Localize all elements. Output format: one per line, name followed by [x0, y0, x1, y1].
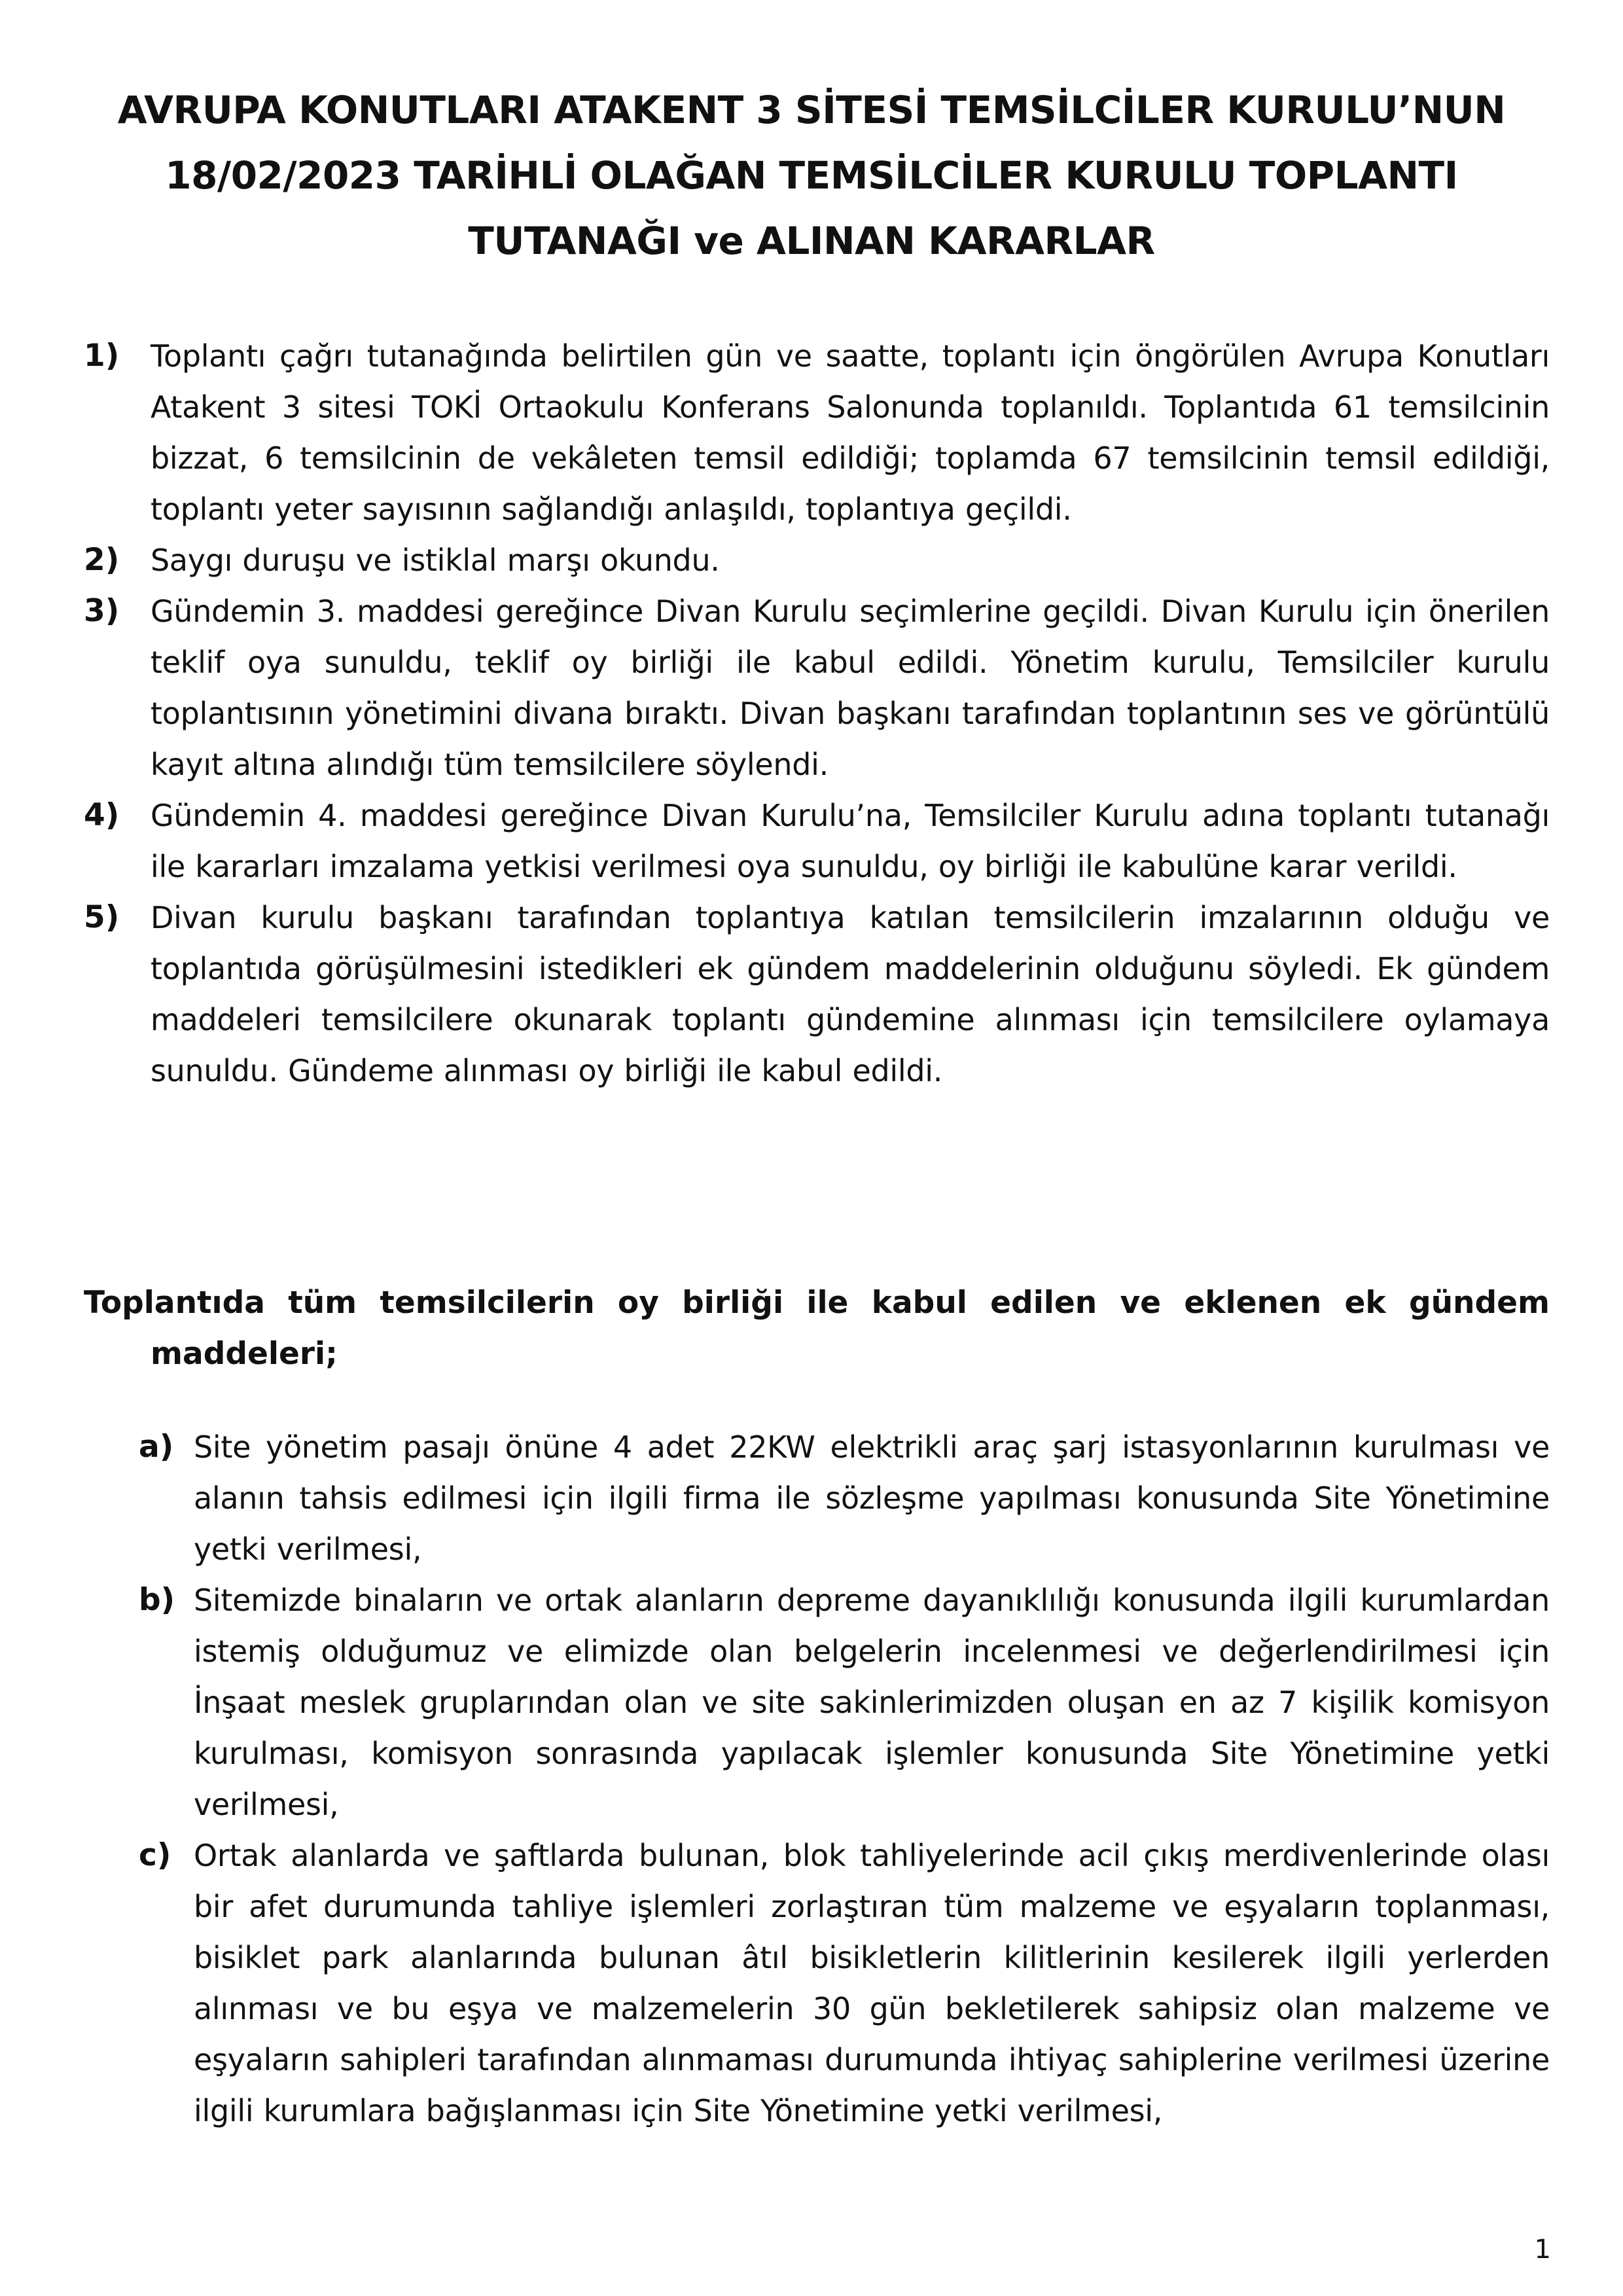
numbered-item-2 — [84, 535, 1550, 586]
numbered-items-list — [84, 331, 1550, 1096]
item-letter: c) — [139, 1837, 171, 1873]
lettered-items-list — [139, 1422, 1550, 2136]
item-text: Gündemin 4. maddesi gereğince Divan Kurulu’na, Temsilciler Kurulu adına toplantı tutanağı ile kararları imzalama yetkisi verilmesi oya sunuldu, oy birliği ile kabulüne karar verildi. — [151, 798, 1550, 884]
item-text: Site yönetim pasajı önüne 4 adet 22KW elektrikli araç şarj istasyonlarının kurulması ve alanın tahsis edilmesi için ilgili firma ile sözleşme yapılması konusunda Site Yönetimine yetki verilmesi, — [194, 1429, 1550, 1567]
item-number: 3) — [84, 593, 120, 629]
item-number: 5) — [84, 899, 120, 935]
title-line-3: TUTANAĞI ve ALINAN KARARLAR — [468, 219, 1155, 263]
page-number: 1 — [1534, 2234, 1551, 2265]
heading-line-1: Toplantıda tüm temsilcilerin oy birliği ile kabul edilen ve eklenen ek gündem — [84, 1285, 1550, 1321]
document-title — [72, 77, 1551, 274]
lettered-item-b — [139, 1575, 1550, 1830]
item-number: 2) — [84, 542, 120, 578]
additional-agenda-heading — [84, 1278, 1550, 1380]
item-text: Gündemin 3. maddesi gereğince Divan Kurulu seçimlerine geçildi. Divan Kurulu için önerilen teklif oya sunuldu, teklif oy birliği ile kabul edildi. Yönetim kurulu, Temsilciler kurulu toplantısının yönetimini divana bıraktı. Divan başkanı tarafından toplantının ses ve görüntülü kayıt altına alındığı tüm temsilcilere söylendi. — [151, 594, 1550, 782]
numbered-item-3 — [84, 586, 1550, 790]
title-line-1: AVRUPA KONUTLARI ATAKENT 3 SİTESİ TEMSİLCİLER KURULU’NUN — [117, 88, 1506, 132]
title-line-2: 18/02/2023 TARİHLİ OLAĞAN TEMSİLCİLER KURULU TOPLANTI — [165, 153, 1458, 198]
heading-line-2: maddeleri; — [151, 1336, 338, 1372]
item-number: 4) — [84, 797, 120, 833]
lettered-item-a — [139, 1422, 1550, 1575]
numbered-item-1 — [84, 331, 1550, 535]
numbered-item-5 — [84, 892, 1550, 1096]
item-text: Divan kurulu başkanı tarafından toplantıya katılan temsilcilerin imzalarının olduğu ve toplantıda görüşülmesini istedikleri ek gündem maddelerinin olduğunu söyledi. Ek gündem maddeleri temsilcilere okunarak toplantı gündemine alınması için temsilcilere oylamaya sunuldu. Gündeme alınması oy birliği ile kabul edildi. — [151, 900, 1550, 1088]
item-letter: a) — [139, 1429, 174, 1465]
lettered-item-c — [139, 1830, 1550, 2136]
item-text: Sitemizde binaların ve ortak alanların depreme dayanıklılığı konusunda ilgili kurumlardan istemiş olduğumuz ve elimizde olan belgelerin incelenmesi ve değerlendirilmesi için İnşaat meslek gruplarından olan ve site sakinlerimizden oluşan en az 7 kişilik komisyon kurulması, komisyon sonrasında yapılacak işlemler konusunda Site Yönetimine yetki verilmesi, — [194, 1583, 1550, 1822]
numbered-item-4 — [84, 790, 1550, 892]
item-letter: b) — [139, 1582, 175, 1618]
item-text: Toplantı çağrı tutanağında belirtilen gün ve saatte, toplantı için öngörülen Avrupa Konutları Atakent 3 sitesi TOKİ Ortaokulu Konferans Salonunda toplanıldı. Toplantıda 61 temsilcinin bizzat, 6 temsilcinin de vekâleten temsil edildiği; toplamda 67 temsilcinin temsil edildiği, toplantı yeter sayısının sağlandığı anlaşıldı, toplantıya geçildi. — [151, 338, 1550, 527]
item-number: 1) — [84, 338, 120, 374]
item-text: Ortak alanlarda ve şaftlarda bulunan, blok tahliyelerinde acil çıkış merdivenlerinde olası bir afet durumunda tahliye işlemleri zorlaştıran tüm malzeme ve eşyaların toplanması, bisiklet park alanlarında bulunan âtıl bisikletlerin kilitlerinin kesilerek ilgili yerlerden alınması ve bu eşya ve malzemelerin 30 gün bekletilerek sahipsiz olan malzeme ve eşyaların sahipleri tarafından alınmaması durumunda ihtiyaç sahiplerine verilmesi üzerine ilgili kurumlara bağışlanması için Site Yönetimine yetki verilmesi, — [194, 1838, 1550, 2128]
item-text: Saygı duruşu ve istiklal marşı okundu. — [151, 543, 720, 578]
